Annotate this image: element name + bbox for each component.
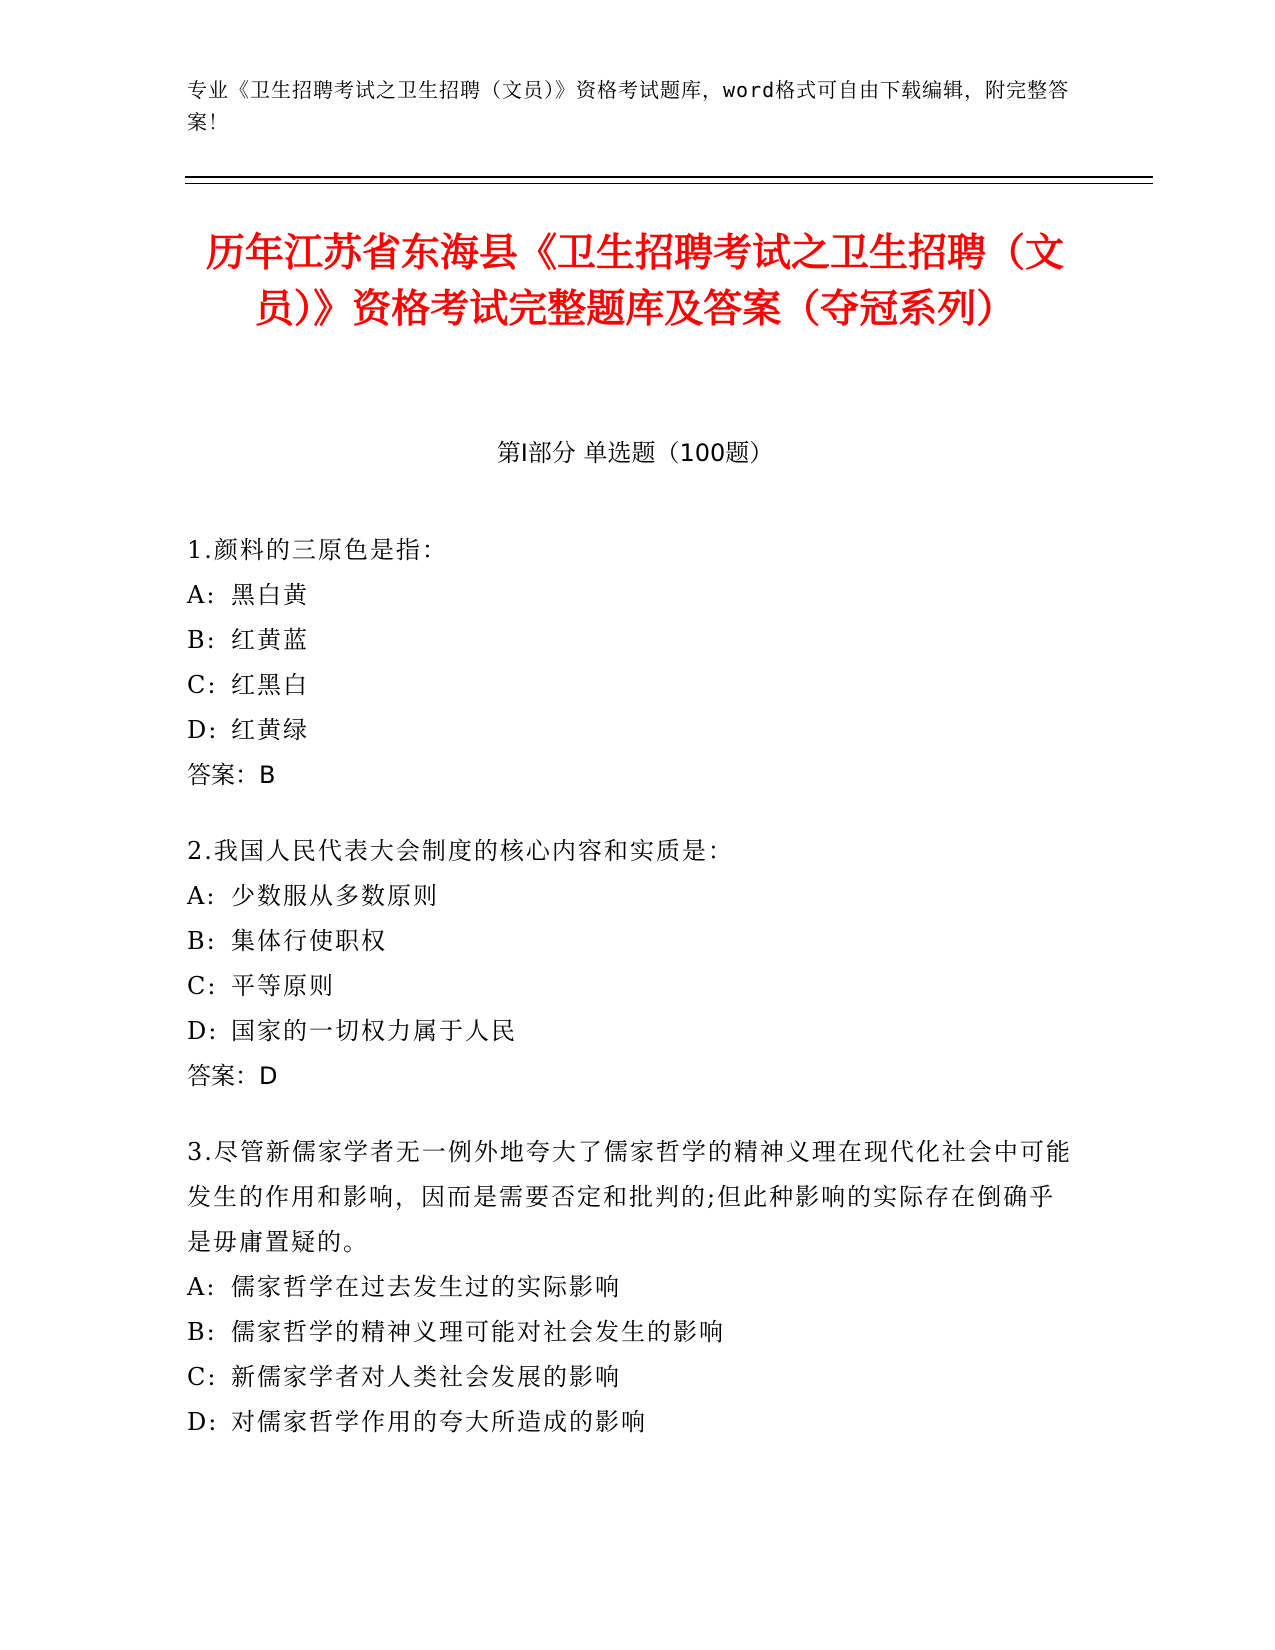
option-a bbox=[187, 874, 1077, 919]
document-title: 历年江苏省东海县《卫生招聘考试之卫生招聘（文员）》资格考试完整题库及答案（夺冠系列） bbox=[205, 231, 1064, 332]
option-d bbox=[187, 1400, 1077, 1445]
option-key: D: bbox=[187, 1017, 219, 1045]
question-answer: 答案：B bbox=[187, 761, 276, 789]
option-c bbox=[187, 663, 1077, 708]
option-text: 集体行使职权 bbox=[231, 927, 387, 955]
option-c bbox=[187, 1355, 1077, 1400]
option-text: 国家的一切权力属于人民 bbox=[231, 1017, 517, 1045]
section-title: 第Ⅰ部分 单选题（100题） bbox=[496, 439, 774, 467]
option-c bbox=[187, 964, 1077, 1009]
option-key: D: bbox=[187, 716, 219, 744]
option-text: 红黑白 bbox=[231, 671, 309, 699]
option-key: A: bbox=[187, 882, 217, 910]
option-text: 儒家哲学的精神义理可能对社会发生的影响 bbox=[231, 1318, 725, 1346]
header-divider-thin bbox=[185, 183, 1153, 184]
header-divider-thick bbox=[185, 176, 1153, 178]
option-b bbox=[187, 618, 1077, 663]
option-a bbox=[187, 573, 1077, 618]
question-list bbox=[187, 528, 1077, 1476]
option-key: A: bbox=[187, 1273, 217, 1301]
option-text: 儒家哲学在过去发生过的实际影响 bbox=[231, 1273, 621, 1301]
option-key: B: bbox=[187, 626, 217, 654]
question-2 bbox=[187, 829, 1077, 1099]
question-stem: 3.尽管新儒家学者无一例外地夸大了儒家哲学的精神义理在现代化社会中可能发生的作用和影响，因而是需要否定和批判的;但此种影响的实际存在倒确乎是毋庸置疑的。 bbox=[187, 1138, 1072, 1256]
option-text: 对儒家哲学作用的夸大所造成的影响 bbox=[231, 1408, 647, 1436]
option-key: C: bbox=[187, 671, 218, 699]
option-text: 平等原则 bbox=[231, 972, 335, 1000]
option-text: 黑白黄 bbox=[231, 581, 309, 609]
question-answer: 答案：D bbox=[187, 1062, 278, 1090]
question-1 bbox=[187, 528, 1077, 798]
option-text: 红黄绿 bbox=[231, 716, 309, 744]
option-key: D: bbox=[187, 1408, 219, 1436]
question-stem: 1.颜料的三原色是指： bbox=[187, 536, 448, 564]
option-key: A: bbox=[187, 581, 217, 609]
option-key: C: bbox=[187, 972, 218, 1000]
option-key: C: bbox=[187, 1363, 218, 1391]
option-d bbox=[187, 708, 1077, 753]
header-note: 专业《卫生招聘考试之卫生招聘（文员）》资格考试题库，word格式可自由下载编辑，附完整答案！ bbox=[187, 78, 1070, 134]
option-b bbox=[187, 919, 1077, 964]
option-a bbox=[187, 1265, 1077, 1310]
option-b bbox=[187, 1310, 1077, 1355]
option-text: 少数服从多数原则 bbox=[231, 882, 439, 910]
option-key: B: bbox=[187, 1318, 217, 1346]
option-text: 新儒家学者对人类社会发展的影响 bbox=[231, 1363, 621, 1391]
question-stem: 2.我国人民代表大会制度的核心内容和实质是： bbox=[187, 837, 734, 865]
option-text: 红黄蓝 bbox=[231, 626, 309, 654]
question-3 bbox=[187, 1130, 1077, 1445]
option-d bbox=[187, 1009, 1077, 1054]
option-key: B: bbox=[187, 927, 217, 955]
